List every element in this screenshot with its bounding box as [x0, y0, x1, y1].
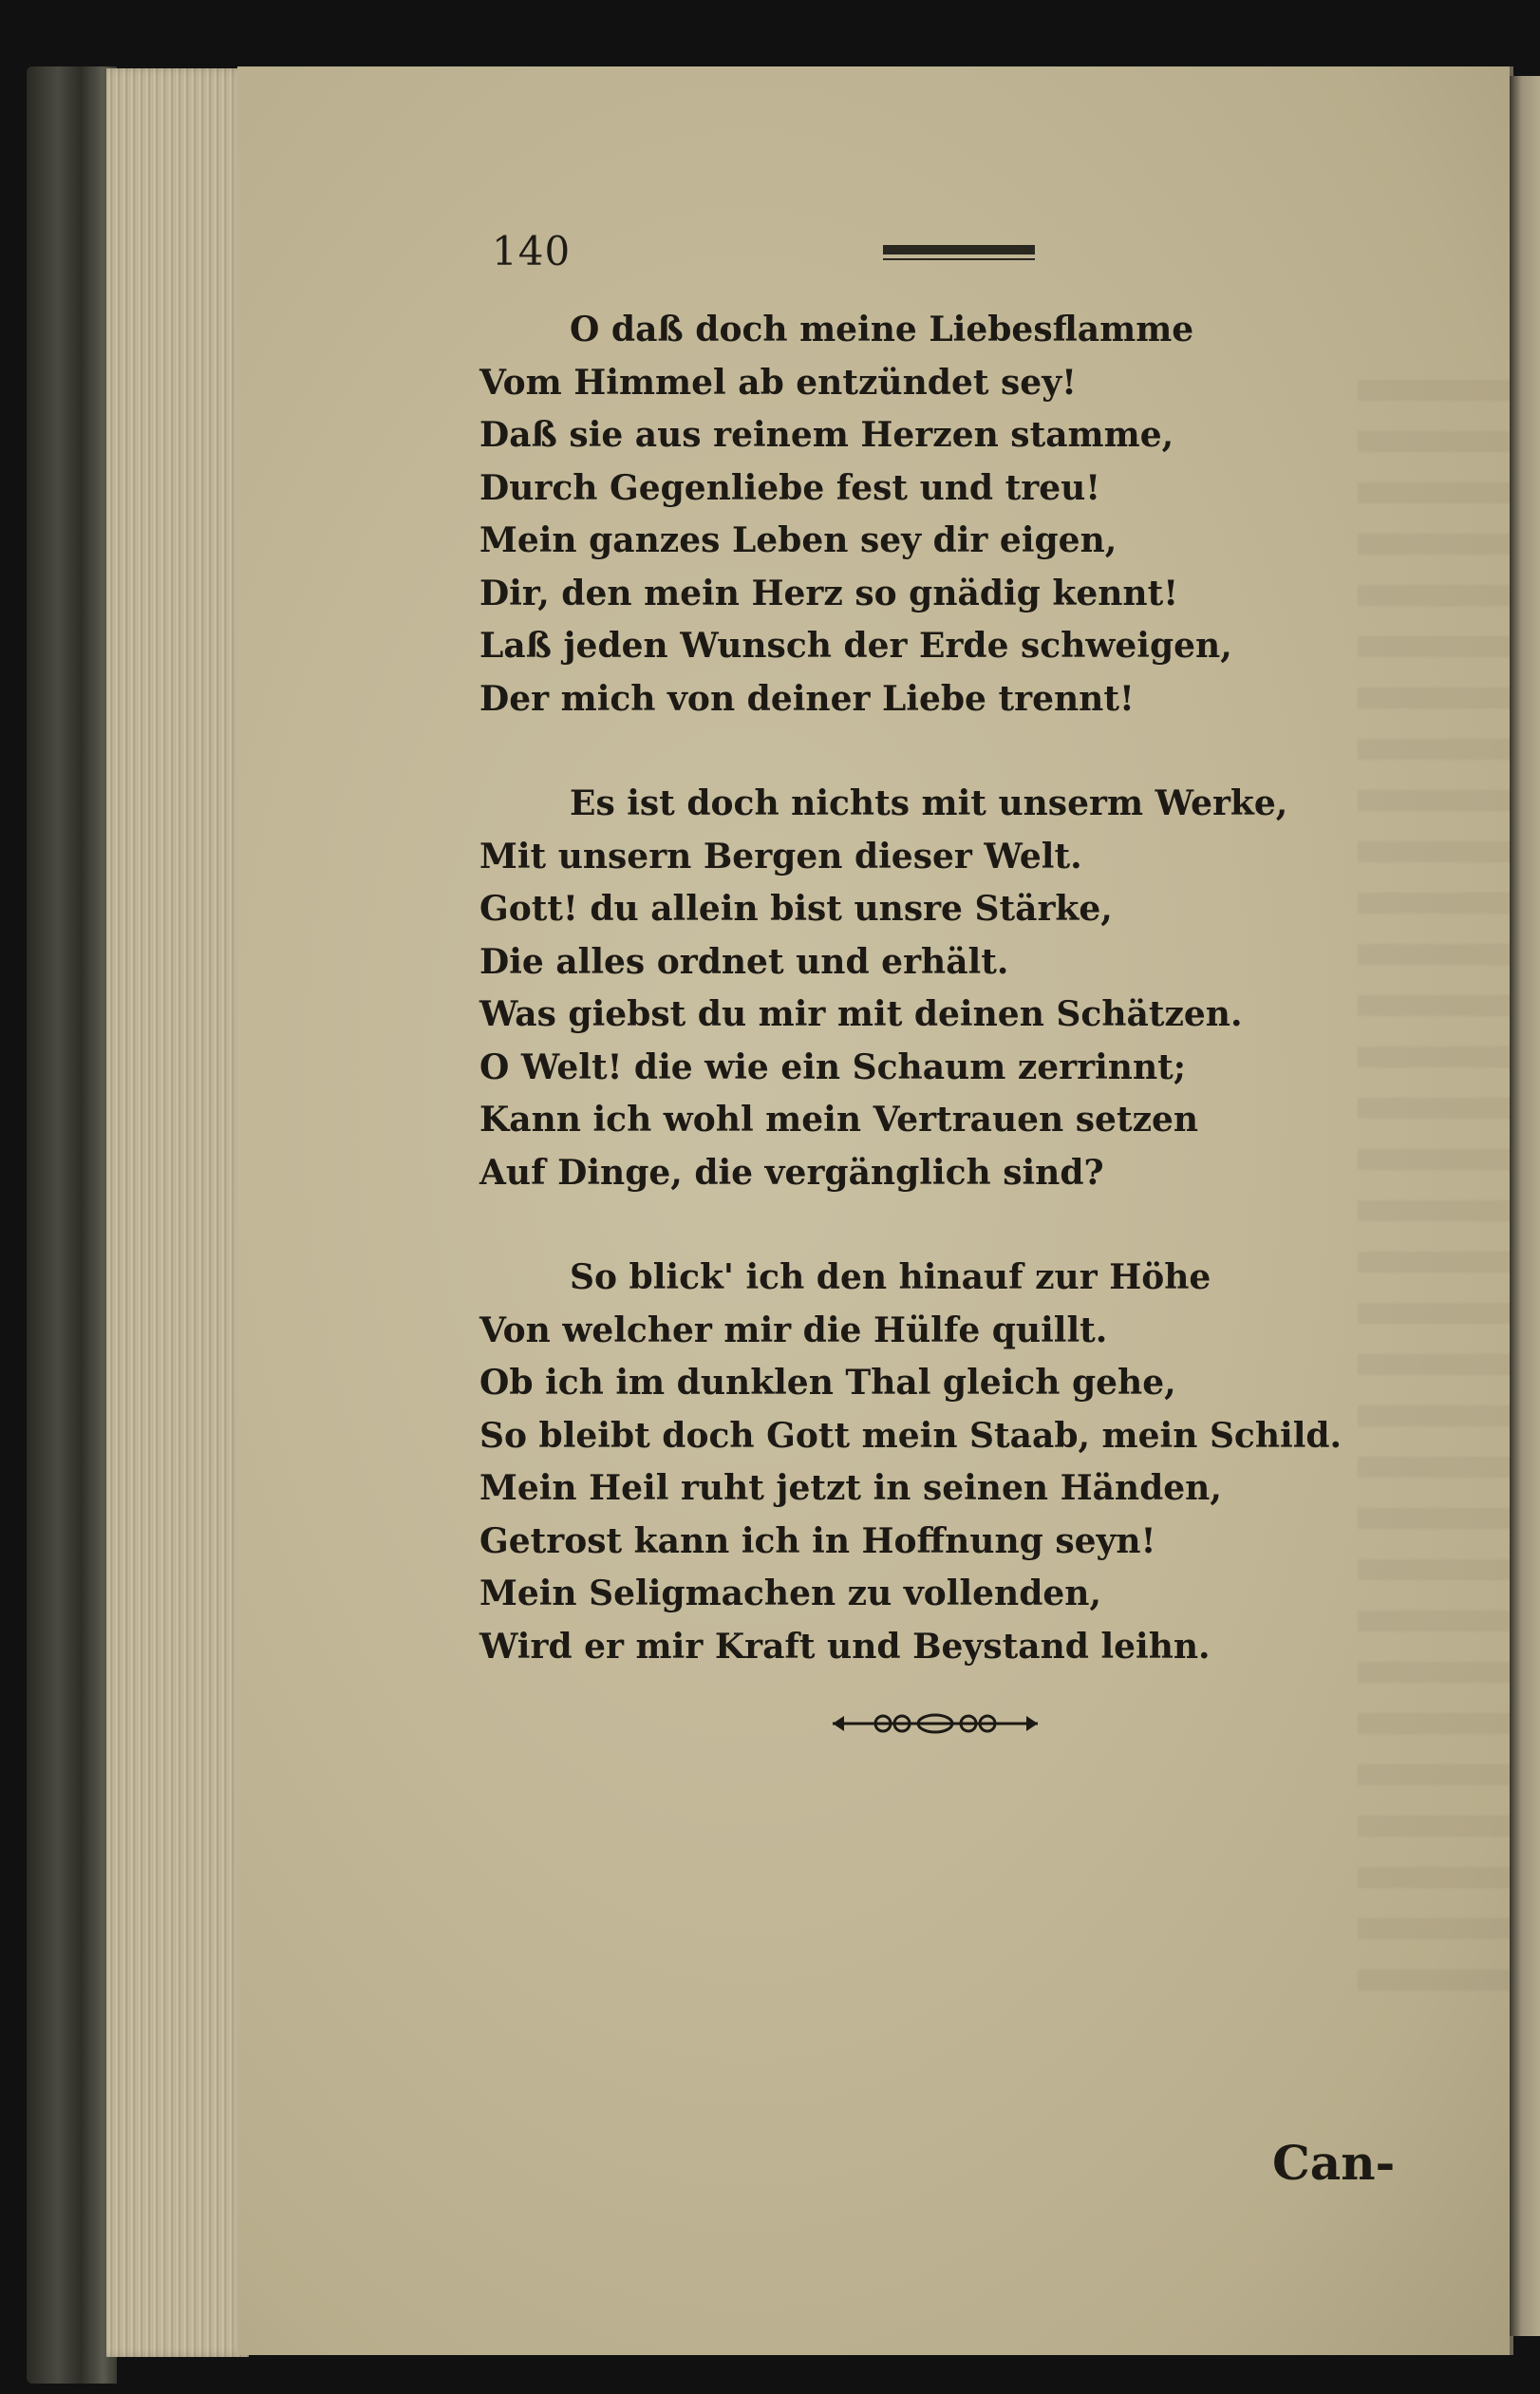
page-edges — [106, 68, 249, 2357]
poem — [479, 304, 1343, 1673]
poem-line: Auf Dinge, die vergänglich sind? — [479, 1152, 1104, 1193]
book-cover-edge — [27, 66, 117, 2384]
poem-line: Mein Seligmachen zu vollenden, — [479, 1574, 1101, 1613]
poem-line: Mein ganzes Leben sey dir eigen, — [479, 520, 1117, 560]
poem-line: O daß doch meine Liebesflamme — [570, 310, 1194, 349]
poem-line: Die alles ordnet und erhält. — [479, 941, 1009, 982]
stanza-2 — [479, 778, 1288, 1199]
poem-line: Es ist doch nichts mit unserm Werke, — [570, 783, 1288, 823]
poem-line: Dir, den mein Herz so gnädig kennt! — [479, 573, 1178, 613]
poem-line: So bleibt doch Gott mein Staab, mein Schild. — [479, 1415, 1343, 1456]
poem-line: Der mich von deiner Liebe trennt! — [479, 678, 1135, 719]
poem-line: Vom Himmel ab entzündet sey! — [479, 362, 1077, 403]
poem-line: O Welt! die wie ein Schaum zerrinnt; — [479, 1046, 1187, 1087]
poem-line: Getrost kann ich in Hoffnung seyn! — [479, 1520, 1156, 1561]
poem-line: Laß jeden Wunsch der Erde schweigen, — [479, 626, 1232, 666]
poem-line: Ob ich im dunklen Thal gleich gehe, — [479, 1363, 1176, 1403]
catchword: Can- — [1272, 2135, 1396, 2191]
poem-line: Von welcher mir die Hülfe quillt. — [479, 1310, 1108, 1350]
poem-line: Mein Heil ruht jetzt in seinen Händen, — [479, 1468, 1222, 1508]
header-rule — [883, 245, 1035, 254]
poem-line: Durch Gegenliebe fest und treu! — [479, 467, 1101, 508]
facing-page-edge — [1510, 76, 1540, 2336]
stanza-1 — [479, 304, 1232, 726]
ornament-divider — [831, 1705, 1040, 1743]
poem-line: Was giebst du mir mit deinen Schätzen. — [479, 994, 1243, 1034]
poem-line: Wird er mir Kraft und Beystand leihn. — [479, 1626, 1211, 1667]
poem-line: Mit unsern Bergen dieser Welt. — [479, 836, 1082, 877]
poem-line: So blick' ich den hinauf zur Höhe — [570, 1257, 1211, 1297]
page-number: 140 — [492, 228, 572, 274]
poem-line: Gott! du allein bist unsre Stärke, — [479, 889, 1113, 929]
poem-line: Daß sie aus reinem Herzen stamme, — [479, 415, 1174, 455]
stanza-3 — [479, 1252, 1343, 1673]
poem-line: Kann ich wohl mein Vertrauen setzen — [479, 1100, 1199, 1140]
